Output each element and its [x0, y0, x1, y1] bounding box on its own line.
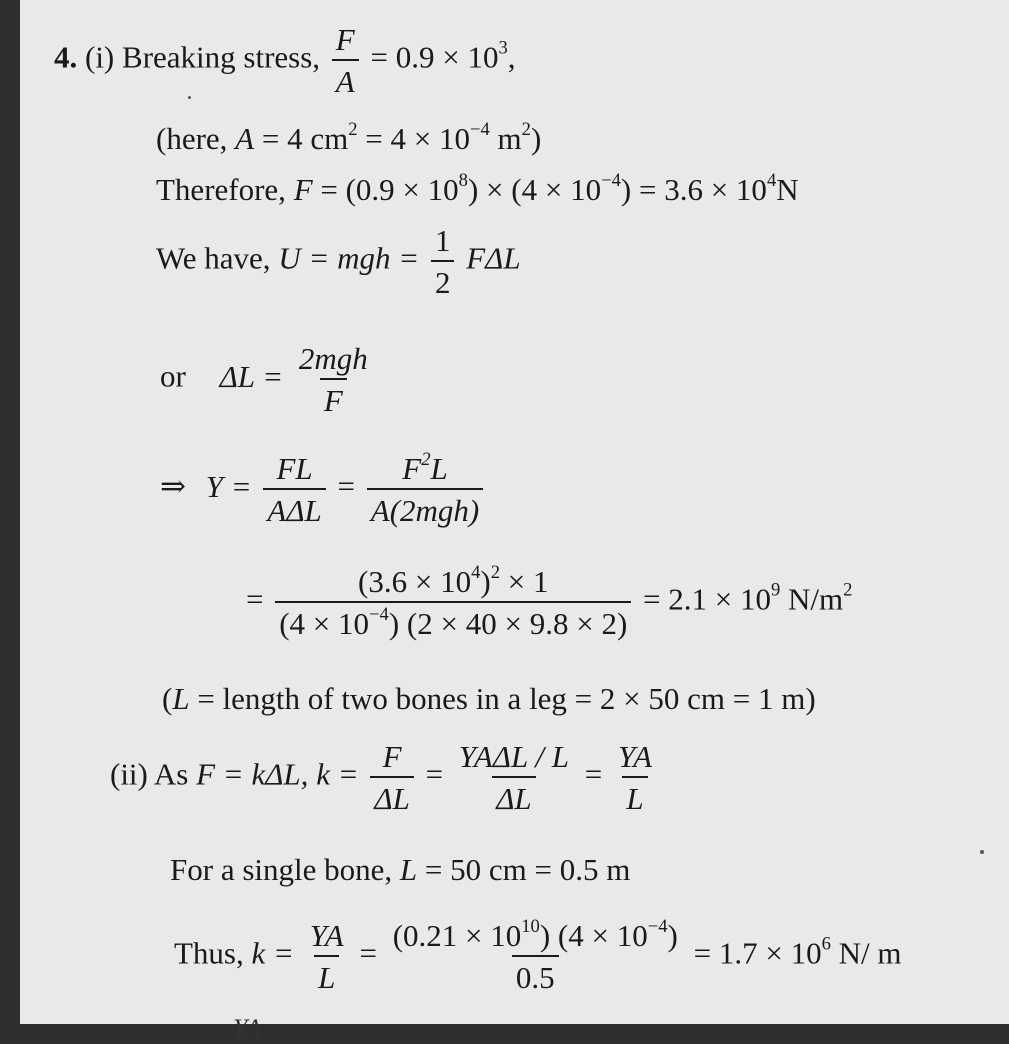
- line-energy: [156, 225, 521, 298]
- exponent: 6: [821, 933, 831, 955]
- fraction-numerator: [354, 562, 552, 601]
- line-breaking-stress: [54, 24, 516, 97]
- exponent: 4: [766, 170, 777, 192]
- exponent: 2: [843, 579, 853, 601]
- y-lhs: Y =: [205, 468, 252, 504]
- variable-f: F: [293, 172, 313, 207]
- fraction-denominator: [275, 601, 631, 639]
- equals-sign: =: [246, 581, 264, 617]
- equals-sign: =: [359, 935, 377, 971]
- exponent: 2: [490, 562, 500, 584]
- cutoff-text: YA: [233, 1014, 262, 1043]
- fraction-denominator: F: [320, 378, 347, 416]
- implies-arrow: ⇒: [160, 468, 186, 504]
- line-force: [156, 170, 799, 207]
- fraction-ya-over-l: [306, 920, 348, 993]
- k-lhs: k =: [251, 935, 294, 971]
- line-area-note: [156, 119, 542, 156]
- k-lhs: k =: [316, 756, 359, 792]
- fraction-k-computation: [389, 916, 682, 995]
- equals-sign: =: [425, 756, 444, 792]
- num-part-b: ): [480, 564, 491, 599]
- fraction-numerator: F: [335, 22, 355, 57]
- open-paren: (: [162, 681, 173, 716]
- fraction-one-half: [431, 225, 455, 298]
- fraction-numerator: 1: [434, 223, 451, 258]
- punctuation: ,: [507, 39, 516, 75]
- unit: N/ m: [838, 935, 902, 971]
- line-youngs-modulus: [160, 449, 487, 528]
- num-part-a: (3.6 × 10: [358, 564, 472, 599]
- fraction-denominator: AΔL: [263, 488, 325, 526]
- fraction-denominator: A: [332, 59, 359, 97]
- scan-speck: [188, 96, 191, 99]
- y-result: = 2.1 × 10: [643, 581, 771, 617]
- exponent: 2: [521, 119, 531, 141]
- delta-l-lhs: ΔL =: [219, 358, 284, 394]
- area-m: = 4 × 10: [365, 121, 470, 156]
- part-label: (ii): [110, 756, 148, 792]
- fraction-denominator: 2: [431, 260, 455, 298]
- fraction-2mgh-over-f: [295, 343, 372, 416]
- exponent: −4: [601, 170, 621, 192]
- var-f: F: [402, 451, 422, 486]
- text-we-have: We have,: [156, 240, 271, 276]
- fraction-f2l-over-a2mgh: [367, 449, 483, 528]
- exponent: 2: [421, 449, 431, 471]
- den-part-b: ) (2 × 40 × 9.8 × 2): [388, 606, 628, 641]
- fraction-numerator: YA: [309, 918, 344, 953]
- exponent: 8: [458, 170, 468, 192]
- equals-sign: =: [337, 468, 356, 504]
- line-k-value: [174, 916, 902, 995]
- text-as: As: [153, 756, 189, 792]
- den-part-a: (4 × 10: [279, 606, 370, 641]
- num-part-c: ): [667, 918, 678, 953]
- document-page: [20, 0, 1009, 1043]
- scan-speck: [980, 850, 984, 854]
- line-single-bone: [170, 854, 630, 885]
- line-spring-constant: [110, 741, 660, 814]
- exponent: 3: [498, 37, 508, 59]
- length-note-text: = length of two bones in a leg = 2 × 50 cm = 1 m): [197, 681, 816, 716]
- fraction-numerator: YA: [618, 739, 653, 774]
- fraction-denominator: 0.5: [512, 955, 559, 993]
- question-number: 4.: [54, 39, 78, 75]
- unit-m: m: [497, 121, 522, 156]
- text-or: or: [160, 358, 186, 394]
- force-part-c: ) = 3.6 × 10: [620, 172, 767, 207]
- exponent: 10: [521, 916, 540, 938]
- unit-newton: N: [776, 172, 799, 207]
- energy-rhs: FΔL: [466, 240, 521, 276]
- fraction-numerator: [398, 449, 451, 488]
- text-thus: Thus,: [174, 935, 244, 971]
- fraction-denominator: ΔL: [492, 776, 535, 814]
- exponent: −4: [647, 916, 668, 938]
- equals-sign: =: [584, 756, 603, 792]
- num-part-b: ) (4 × 10: [539, 918, 648, 953]
- hooke-law: F = kΔL,: [196, 756, 309, 792]
- line-y-value: [246, 562, 853, 641]
- fraction-numerator: 2mgh: [298, 341, 368, 376]
- variable-a: A: [235, 121, 255, 156]
- stress-value: = 0.9 × 10: [370, 39, 499, 75]
- fraction-denominator: L: [622, 776, 647, 814]
- num-part-a: (0.21 × 10: [392, 918, 522, 953]
- line-delta-l: [160, 343, 376, 416]
- energy-lhs: U = mgh =: [278, 240, 420, 276]
- fraction-fl-over-adl: [263, 453, 325, 526]
- text-single-bone: For a single bone,: [170, 852, 393, 887]
- line-length-note: [162, 683, 816, 714]
- k-result: = 1.7 × 10: [693, 935, 822, 971]
- fraction-f-over-dl: [370, 741, 413, 814]
- fraction-y-computation: [275, 562, 631, 641]
- fraction-ya-over-l: [614, 741, 656, 814]
- fraction-denominator: A(2mgh): [367, 488, 483, 526]
- unit: N/m: [788, 581, 844, 617]
- fraction-denominator: ΔL: [370, 776, 413, 814]
- exponent: 9: [770, 579, 781, 601]
- fraction-numerator: F: [382, 739, 402, 774]
- exponent: 4: [471, 562, 481, 584]
- breaking-stress-label: Breaking stress,: [122, 39, 321, 75]
- area-cm: = 4 cm: [261, 121, 349, 156]
- variable-l: L: [399, 852, 418, 887]
- fraction-f-over-a: [332, 24, 359, 97]
- single-bone-length: = 50 cm = 0.5 m: [424, 852, 631, 887]
- exponent: −4: [469, 119, 490, 141]
- fraction-numerator: FL: [276, 451, 313, 486]
- force-part-a: = (0.9 × 10: [320, 172, 459, 207]
- fraction-numerator: [389, 916, 682, 955]
- close-paren: ): [530, 121, 542, 156]
- text-here: (here,: [156, 121, 228, 156]
- fraction-yadl-over-dl: [455, 741, 573, 814]
- var-l: L: [430, 451, 448, 486]
- part-label: (i): [85, 39, 115, 75]
- variable-l: L: [172, 681, 190, 716]
- fraction-numerator: YAΔL / L: [458, 739, 570, 774]
- text-therefore: Therefore,: [156, 172, 286, 207]
- exponent: 2: [348, 119, 358, 141]
- exponent: −4: [369, 604, 389, 626]
- force-part-b: ) × (4 × 10: [467, 172, 602, 207]
- fraction-denominator: L: [314, 955, 339, 993]
- num-part-c: × 1: [507, 564, 549, 599]
